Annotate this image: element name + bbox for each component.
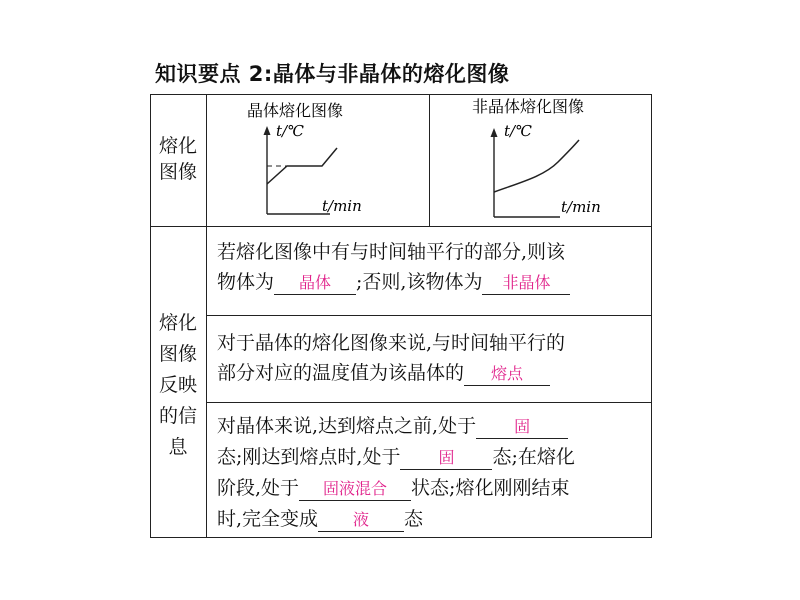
info3-text-1a: 对晶体来说,达到熔点之前,处于 xyxy=(217,415,477,437)
info3-text-3a: 阶段,处于 xyxy=(217,477,300,499)
crystal-graph-ylabel: t/℃ xyxy=(276,122,304,140)
amorphous-melting-graph xyxy=(432,96,650,224)
row-header-graph xyxy=(150,133,206,185)
amorphous-graph-title: 非晶体熔化图像 xyxy=(472,97,585,116)
row-header-info xyxy=(150,308,206,463)
amorphous-y-arrow xyxy=(491,128,498,137)
page-title: 知识要点 2:晶体与非晶体的熔化图像 xyxy=(155,62,510,86)
answer-crystal: 晶体 xyxy=(274,272,356,295)
info3-text-2b: 态;在熔化 xyxy=(492,446,575,468)
row-header-line: 息 xyxy=(168,436,188,458)
info1-line1: 若熔化图像中有与时间轴平行的部分,则该 xyxy=(217,241,566,263)
answer-melting-point: 熔点 xyxy=(464,363,550,386)
row-divider xyxy=(150,226,652,227)
info-cell-3 xyxy=(217,411,575,535)
info-cell-2 xyxy=(217,328,565,388)
row-header-line: 的信 xyxy=(158,405,197,427)
answer-solid-at-point: 固 xyxy=(400,447,492,470)
info3-text-2a: 态;刚达到熔点时,处于 xyxy=(217,446,401,468)
info3-text-4b: 态 xyxy=(404,508,424,530)
info-cell-1 xyxy=(217,237,570,297)
info2-text-a: 部分对应的温度值为该晶体的 xyxy=(217,362,465,384)
amorphous-graph-ylabel: t/℃ xyxy=(504,122,532,140)
info3-text-4a: 时,完全变成 xyxy=(217,508,319,530)
info3-line1 xyxy=(217,411,575,442)
info1-line2 xyxy=(217,267,570,297)
crystal-y-arrow xyxy=(264,126,271,135)
info-divider-2 xyxy=(206,402,652,403)
amorphous-curve xyxy=(494,140,579,192)
amorphous-graph-xlabel: t/min xyxy=(561,198,601,216)
crystal-graph-xlabel: t/min xyxy=(322,197,362,215)
info3-line4 xyxy=(217,504,575,535)
info2-line1: 对于晶体的熔化图像来说,与时间轴平行的 xyxy=(217,332,566,354)
answer-amorphous: 非晶体 xyxy=(482,272,570,295)
info1-text-b: ;否则,该物体为 xyxy=(356,271,483,293)
info3-text-3b: 状态;熔化刚刚结束 xyxy=(411,477,570,499)
info1-text-a: 物体为 xyxy=(217,271,275,293)
row-header-line: 反映 xyxy=(158,374,197,396)
crystal-graph-title: 晶体熔化图像 xyxy=(247,101,344,120)
answer-mixed-state: 固液混合 xyxy=(299,478,411,501)
answer-liquid: 液 xyxy=(318,509,404,532)
row-header-line: 熔化 xyxy=(158,135,197,157)
answer-solid-before: 固 xyxy=(476,416,568,439)
info-divider-1 xyxy=(206,315,652,316)
row-header-line: 图像 xyxy=(158,343,197,365)
info3-line3 xyxy=(217,473,575,504)
row-header-line: 熔化 xyxy=(158,312,197,334)
row-header-line: 图像 xyxy=(158,161,197,183)
crystal-melting-graph xyxy=(210,96,426,224)
graph-divider xyxy=(429,94,430,227)
info3-line2 xyxy=(217,442,575,473)
info2-line2 xyxy=(217,358,565,388)
